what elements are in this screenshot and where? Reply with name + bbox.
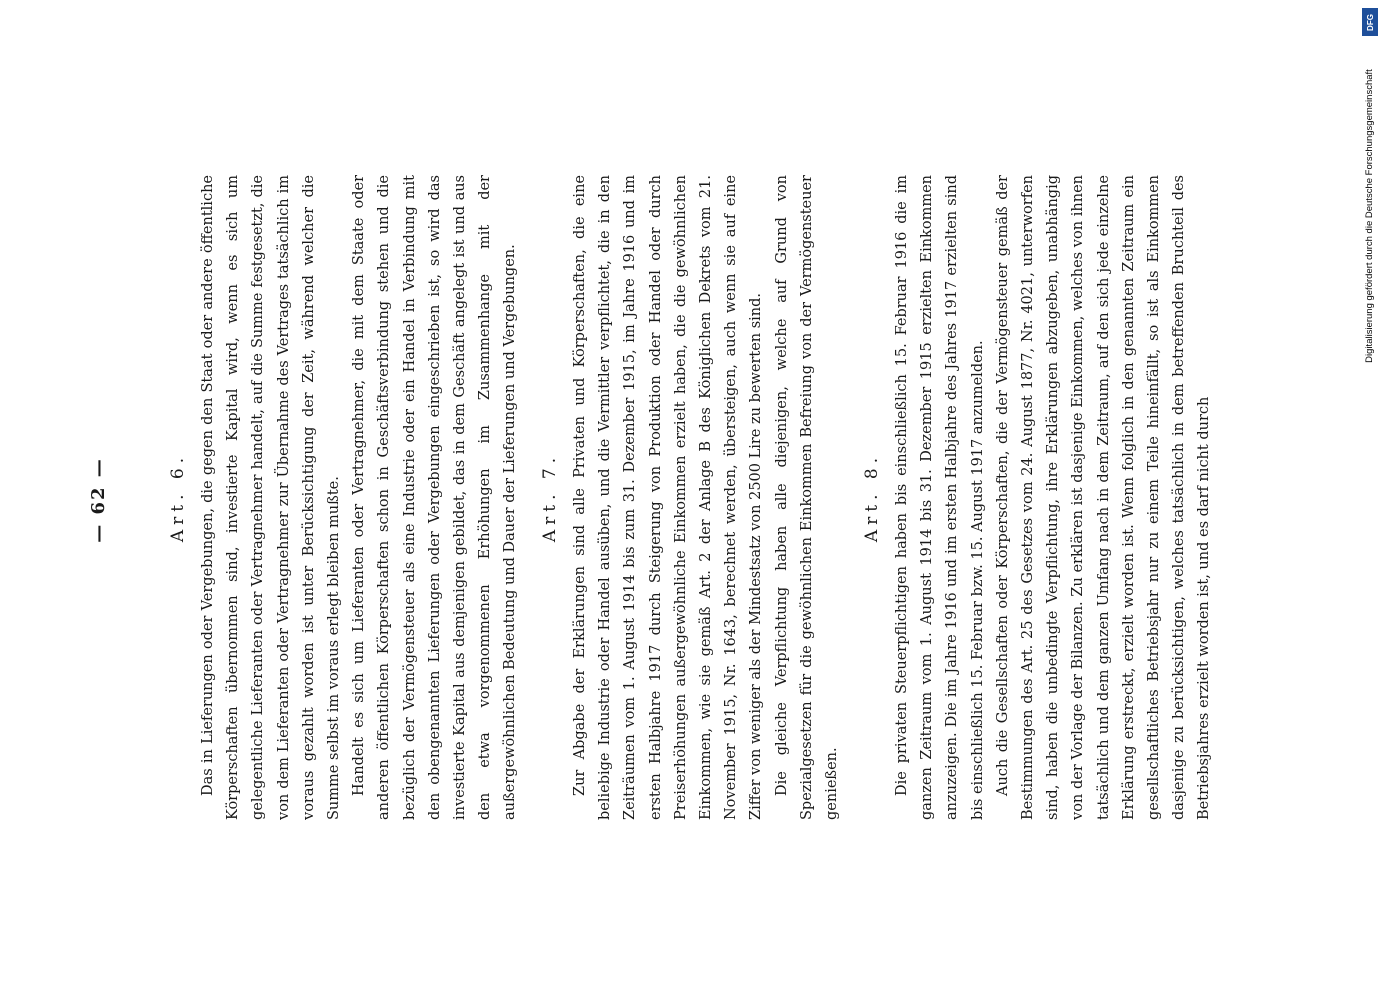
paragraph: Die gleiche Verpflichtung haben alle diejenigen, welche auf Grund von Spezialgesetzen für die gewöhnlichen Einkommen Befreiung von der Vermögensteuer genießen. (773, 175, 841, 820)
article-heading: Art. 6. (168, 452, 188, 543)
paragraph: Handelt es sich um Lieferanten oder Vertragnehmer, die mit dem Staate oder anderen öffentlichen Körperschaften schon in Geschäftsverbindung stehen und die bezüglich der Vermögensteuer als eine Industrie oder ein Handel in Verbindung mit den obengenannten Lieferungen oder Vergebungen eingeschrieben ist, so wird das investierte Kapital aus demjenigen gebildet, das in dem Geschäft angelegt ist und aus den etwa vorgenommenen Erhöhungen im Zusammenhange mit der außergewöhnlichen Bedeutung und Dauer der Lieferungen und Vergebungen. (351, 175, 519, 820)
article-7 (540, 175, 845, 820)
article-heading: Art. 7. (540, 452, 560, 543)
article-heading: Art. 8. (862, 452, 882, 543)
digitization-credit (1362, 8, 1380, 392)
paragraph: Die privaten Steuerpflichtigen haben bis einschließlich 15. Februar 1916 die im ganzen Zeitraum vom 1. August 1914 bis 31. Dezember 1915 erzielten Einkommen anzuzeigen. Die im Jahre 1916 und im ersten Halbjahre des Jahres 1917 erzielten sind bis einschließlich 15. Februar bzw. 15. August 1917 anzumelden. (894, 175, 986, 820)
article-8 (862, 175, 1218, 820)
paragraph: Auch die Gesellschaften oder Körperschaften, die der Vermögensteuer gemäß der Bestimmungen des Art. 25 des Gesetzes vom 24. August 1877, Nr. 4021, unterworfen sind, haben die unbedingte Verpflichtung, ihre Erklärungen abzugeben, unabhängig von der Vorlage der Bilanzen. Zu erklären ist dasjenige Einkommen, welches von ihnen tatsächlich und dem ganzen Umfang nach in dem Zeitraum, auf den sich jede einzelne Erklärung erstreckt, erzielt worden ist. Wenn folglich in den genannten Zeitraum ein gesellschaftliches Betriebsjahr nur zu einem Teile hineinfällt, so ist als Einkommen dasjenige zu berücksichtigen, welches tatsächlich in dem betreffenden Bruchteil des Betriebsjahres erzielt worden ist, und es darf nicht durch (994, 175, 1213, 820)
paragraph: Das in Lieferungen oder Vergebungen, die gegen den Staat oder andere öffentliche Körperschaften übernommen sind, investierte Kapital wird, wenn es sich um gelegentliche Lieferanten oder Vertragnehmer handelt, auf die Summe festgesetzt, die von dem Lieferanten oder Vertragnehmer zur Übernahme des Vertrages tatsächlich im voraus gezahlt worden ist unter Berücksichtigung der Zeit, während welcher die Summe selbst im voraus erlegt bleiben mußte. (200, 175, 343, 820)
page-number: — 62 — (88, 457, 109, 543)
article-6 (168, 175, 524, 820)
dfg-logo: DFG (1362, 8, 1378, 36)
paragraph: Zur Abgabe der Erklärungen sind alle Privaten und Körperschaften, die eine beliebige Industrie oder Handel ausüben, und die Vermittler verpflichtet, die in den Zeiträumen vom 1. August 1914 bis zum 31. Dezember 1915, im Jahre 1916 und im ersten Halbjahre 1917 durch Steigerung von Produktion oder Handel oder durch Preiserhöhungen außergewöhnliche Einkommen erzielt haben, die die gewöhnlichen Einkommen, wie sie gemäß Art. 2 der Anlage B des Königlichen Dekrets vom 21. November 1915, Nr. 1643, berechnet werden, übersteigen, auch wenn sie auf eine Ziffer von weniger als der Mindestsatz von 2500 Lire zu bewerten sind. (572, 175, 765, 820)
digitization-note: Digitalisierung gefördert durch die Deutsche Forschungsgemeinschaft (1364, 69, 1375, 363)
